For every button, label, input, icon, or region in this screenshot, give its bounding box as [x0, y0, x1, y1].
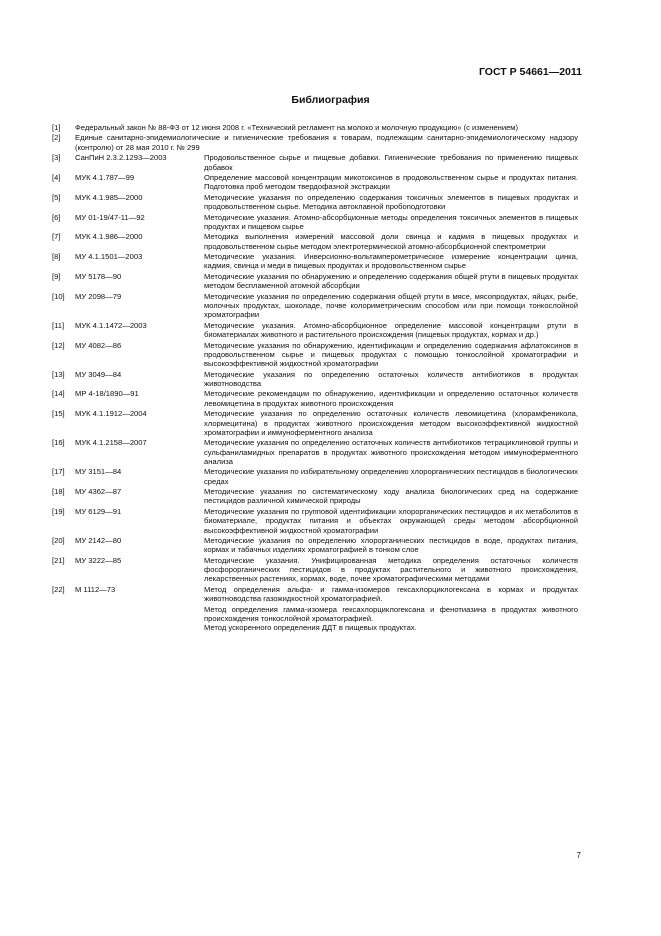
- entry-text: Методические указания по определению остаточных количеств левомицетина (хлорамфеникола, хлормецитина) в продуктах животного происхождения методом высокоэффективной жидкостной хроматографии и иммуноферментного анализа: [204, 409, 578, 437]
- bibliography-entry: [52, 272, 578, 291]
- entry-text: Федеральный закон № 88-ФЗ от 12 июня 2008 г. «Технический регламент на молоко и молочную продукцию» (с изменением): [75, 123, 519, 132]
- bibliography-entry: [52, 507, 578, 535]
- entry-text: Методические рекомендации по обнаружению, идентификации и определению остаточных количеств левомицетина в продуктах животного происхождения: [204, 389, 578, 408]
- bibliography-entry: [52, 123, 578, 132]
- entry-number: [3]: [52, 153, 61, 163]
- bibliography-entry: [52, 252, 578, 271]
- entry-text: Методические указания. Атомно-абсорбционное определение массовой концентрации ртути в биоматериалах животного и растительного происхождения (пищевых продуктах, кормах и др.): [204, 320, 578, 340]
- document-code: ГОСТ Р 54661—2011: [478, 66, 582, 78]
- entry-text: Методические указания. Атомно-абсорбционные методы определения токсичных элементов в пищевых продуктах и пищевом сырье: [204, 212, 578, 231]
- entry-number: [7]: [52, 232, 61, 242]
- bibliography-list: [52, 123, 578, 633]
- entry-number: [14]: [52, 389, 65, 399]
- entry-code: МУ 4082—86: [75, 340, 122, 350]
- entry-code: МУК 4.1.985—2000: [75, 192, 143, 202]
- bibliography-entry: [52, 341, 578, 369]
- entry-text: Методические указания. Инверсионно-вольтамперометрическое измерение концентрации цинка, кадмия, свинца и меди в пищевых продуктах и продовольственном сырье: [204, 252, 578, 271]
- entry-number: [5]: [52, 192, 61, 202]
- bibliography-entry: [52, 467, 578, 486]
- bibliography-entry: [52, 292, 578, 320]
- entry-code: МУ 4362—87: [75, 487, 122, 497]
- entry-text: Методические указания по избирательному определению хлорорганических пестицидов в биологических средах: [204, 467, 578, 486]
- entry-number: [21]: [52, 555, 65, 565]
- entry-code: СанПиН 2.3.2.1293—2003: [75, 153, 167, 163]
- entry-number: [18]: [52, 487, 65, 497]
- entry-number: [12]: [52, 340, 65, 350]
- entry-text: Методика выполнения измерений массовой доли свинца и кадмия в пищевых продуктах и продовольственном сырье методом электротермической атомно-абсорбционной спектрометрии: [204, 232, 578, 251]
- entry-number: [17]: [52, 467, 65, 477]
- bibliography-entry: [52, 321, 578, 340]
- entry-text: Методические указания по систематическому ходу анализа биологических сред на содержание пестицидов различной химической природы: [204, 487, 578, 506]
- entry-text: Методические указания по обнаружению, идентификации и определению содержания афлатоксинов в продовольственном сырье и пищевых продуктах с помощью тонкослойной хроматографии и высокоэффективной жидкостной хроматографии: [204, 340, 578, 369]
- entry-text: Методические указания по определению остаточных количеств антибиотиков в продуктах животноводства: [204, 369, 578, 388]
- bibliography-entry: [52, 232, 578, 251]
- entry-code: МУ 3049—84: [75, 369, 122, 379]
- bibliography-entry: [52, 585, 578, 604]
- entry-number: [1]: [52, 123, 61, 132]
- entry-number: [13]: [52, 369, 65, 379]
- entry-text: Метод определения альфа- и гамма-изомеров гексахлорциклогексана в кормах и продуктах животноводства газожидкостной хроматографией.: [204, 584, 578, 604]
- bibliography-entry: [52, 409, 578, 437]
- bibliography-entry: [52, 173, 578, 192]
- entry-text: Методические указания по определению хлорорганических пестицидов в воде, продуктах питания, кормах и табачных изделиях хроматографией в тонком слое: [204, 536, 578, 555]
- bibliography-entry: [52, 536, 578, 555]
- entry-code: М 1112—73: [75, 584, 116, 594]
- entry-code: МУ 2098—79: [75, 291, 122, 301]
- entry-text: Определение массовой концентрации микотоксинов в продовольственном сырье и продуктах питания. Подготовка проб методом твердофазной экстракции: [204, 173, 578, 192]
- entry-code: МУ 3151—84: [75, 467, 122, 477]
- entry-number: [9]: [52, 271, 61, 281]
- entry-number: [4]: [52, 173, 61, 183]
- entry-number: [19]: [52, 506, 65, 516]
- entry-number: [11]: [52, 320, 65, 330]
- bibliography-entry: [52, 133, 578, 152]
- entry-code: МУК 4.1.1472—2003: [75, 320, 147, 330]
- bibliography-entry: [52, 438, 578, 466]
- bibliography-entry: [52, 193, 578, 212]
- bibliography-entry: [52, 370, 578, 389]
- entry-text: Методические указания по определению содержания токсичных элементов в пищевых продуктах и продовольственном сырье. Методика автоклавной пробоподготовки: [204, 192, 578, 212]
- entry-number: [6]: [52, 212, 61, 222]
- entry-code: МУ 5178—90: [75, 271, 122, 281]
- entry-number: [16]: [52, 438, 65, 448]
- entry-number: [22]: [52, 584, 65, 594]
- entry-number: [20]: [52, 536, 65, 546]
- entry-code: МУ 6129—91: [75, 506, 122, 516]
- entry-text: Методические указания по определению содержания общей ртути в мясе, мясопродуктах, яйцах, рыбе, молочных продуктах, шоколаде, почве колориметрическим способом или при помощи тонкослойной хроматографии: [204, 291, 578, 320]
- entry-continuation: Метод определения гамма-изомера гексахлорциклогексана и фенотиазина в продуктах животного происхождения тонкослойной хроматографией.: [204, 604, 578, 623]
- entry-code: МУ 01-19/47-11—92: [75, 212, 145, 222]
- entry-code: МУ 2142—80: [75, 536, 122, 546]
- bibliography-entry: [52, 153, 578, 172]
- page-number: 7: [576, 851, 581, 860]
- entry-text: Единые санитарно-эпидемиологические и гигиенические требования к товарам, подлежащим санитарно-эпидемиологическому надзору (контролю) от 28 мая 2010 г. № 299: [75, 133, 578, 152]
- entry-text: Методические указания по групповой идентификации хлорорганических пестицидов и их метаболитов в биоматериале, продуктах питания и объектах окружающей среды методом абсорбционной высокоэффективной жидкостной хроматографии: [204, 506, 578, 535]
- entry-number: [10]: [52, 291, 65, 301]
- entry-text: Методические указания. Унифицированная методика определения остаточных количеств фосфорорганических пестицидов в продуктах растительного и животного происхождения, лекарственных растениях, кормах, воде, почве хроматографическими методами: [204, 555, 578, 584]
- bibliography-entry: [52, 556, 578, 584]
- entry-text: Методические указания по определению остаточных количеств антибиотиков тетрациклиновой группы и сульфаниламидных препаратов в продуктах животного происхождения методом иммуноферментного анализа: [204, 438, 578, 466]
- entry-text: Методические указания по обнаружению и определению содержания общей ртути в пищевых продуктах методом беспламенной атомной абсорбции: [204, 271, 578, 291]
- entry-number: [2]: [52, 133, 61, 143]
- bibliography-entry: [52, 487, 578, 506]
- entry-text: Продовольственное сырье и пищевые добавки. Гигиенические требования по применению пищевых добавок: [204, 153, 578, 172]
- entry-code: МУК 4.1.787—99: [75, 173, 135, 183]
- entry-code: МУК 4.1.2158—2007: [75, 438, 147, 448]
- entry-code: МУК 4.1.1912—2004: [75, 409, 147, 419]
- entry-code: МУК 4.1.986—2000: [75, 232, 143, 242]
- entry-code: МУ 3222—85: [75, 555, 122, 565]
- entry-number: [8]: [52, 252, 61, 262]
- entry-continuation: Метод ускоренного определения ДДТ в пищевых продуктах.: [204, 623, 417, 633]
- entry-number: [15]: [52, 409, 65, 419]
- bibliography-entry: [52, 213, 578, 232]
- page-title: Библиография: [291, 94, 370, 106]
- entry-code: МР 4-18/1890—91: [75, 389, 139, 399]
- entry-code: МУ 4.1.1501—2003: [75, 252, 143, 262]
- bibliography-entry: [52, 389, 578, 408]
